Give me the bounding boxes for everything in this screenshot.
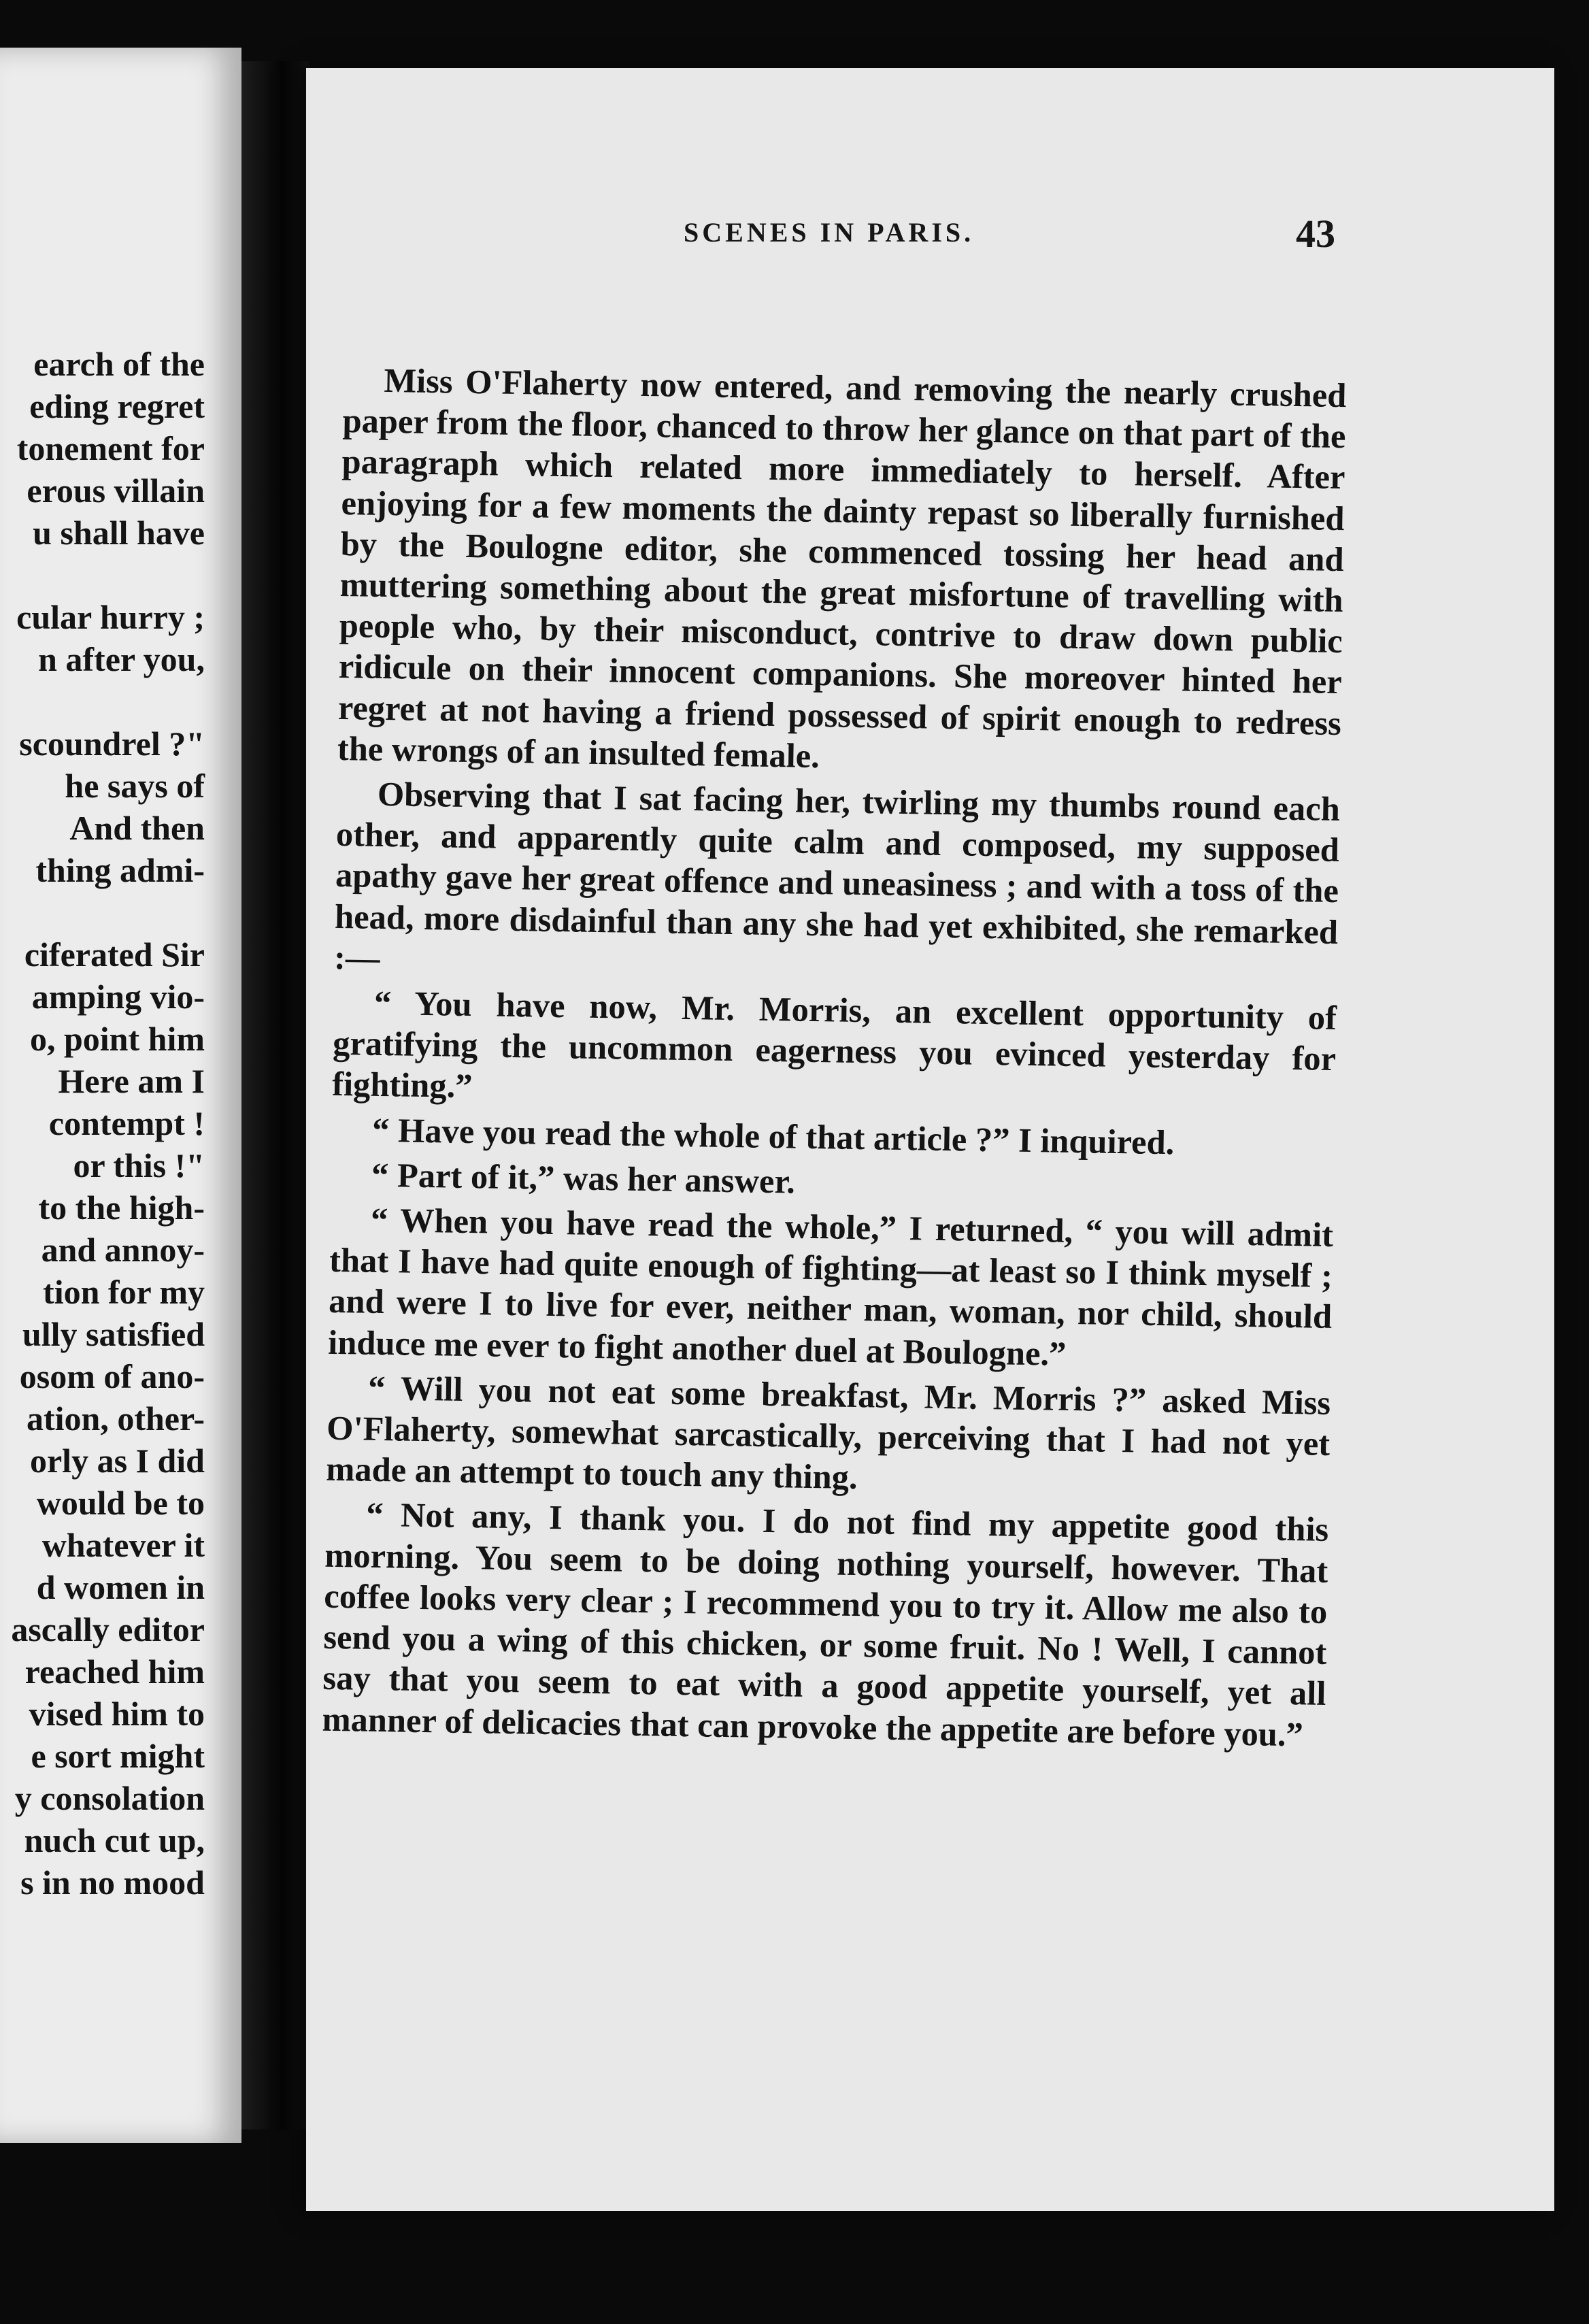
left-line: reached him bbox=[24, 1653, 205, 1691]
left-line: d women in bbox=[36, 1568, 205, 1606]
paragraph: “ You have now, Mr. Morris, an excellent opportunity of gratifying the uncommon eagerness you evinced yesterday for fighting.” bbox=[331, 983, 1337, 1106]
left-line: erous villain bbox=[27, 471, 205, 510]
left-line: to the high- bbox=[38, 1189, 205, 1227]
left-line: n after you, bbox=[38, 640, 205, 678]
left-line: And then bbox=[69, 809, 205, 847]
left-line: y consolation bbox=[14, 1779, 205, 1817]
left-line: vised him to bbox=[29, 1695, 205, 1733]
left-line: thing admi- bbox=[35, 851, 205, 889]
left-line: ciferated Sir bbox=[24, 935, 205, 974]
left-line: tonement for bbox=[16, 429, 205, 467]
left-line: or this !" bbox=[73, 1146, 205, 1184]
left-line: amping vio- bbox=[31, 978, 205, 1016]
left-line: ascally editor bbox=[11, 1610, 205, 1648]
left-line: tion for my bbox=[43, 1273, 205, 1311]
paragraph: “ Not any, I thank you. I do not find my appetite good this morning. You seem to be doing nothing yourself, however. That coffee looks very clear ; I recommend you to try it. Allow me also to send you a wing of this chicken, or some fruit. No ! Well, I cannot say that you seem to eat with a good appetite yourself, yet all manner of delicacies that can provoke the appetite are before you.” bbox=[322, 1495, 1329, 1753]
left-line: he says of bbox=[65, 767, 205, 805]
left-line: osom of ano- bbox=[19, 1357, 205, 1395]
left-line: Here am I bbox=[58, 1062, 205, 1100]
book-gutter bbox=[241, 61, 310, 2129]
paragraph: “ Will you not eat some breakfast, Mr. Morris ?” asked Miss O'Flaherty, somewhat sarcastically, perceiving that I had not yet made an attempt to touch any thing. bbox=[325, 1368, 1331, 1497]
left-line: e sort might bbox=[31, 1737, 205, 1775]
left-line: and annoy- bbox=[41, 1231, 205, 1269]
left-line: ully satisfied bbox=[22, 1315, 205, 1353]
left-line: eding regret bbox=[29, 387, 205, 425]
body-text bbox=[322, 359, 1347, 1759]
left-line: whatever it bbox=[41, 1526, 205, 1564]
paragraph: Miss O'Flaherty now entered, and removing the nearly crushed paper from the floor, chanced to throw her glance on that part of the paragraph which related more immediately to herself. After enjoying for a few moments the dainty repast so liberally furnished by the Boulogne editor, she commenced tossing her head and muttering something about the great misfortune of travelling with people who, by their misconduct, contrive to draw down public ridicule on their innocent companions. She moreover hinted her regret at not having a friend possessed of spirit enough to redress the wrongs of an insulted female. bbox=[337, 361, 1347, 775]
left-line: cular hurry ; bbox=[16, 598, 205, 636]
left-page-fragment bbox=[0, 48, 241, 2143]
paragraph: Observing that I sat facing her, twirling my thumbs round each other, and apparently quite calm and composed, my supposed apathy gave her great offence and uneasiness ; and with a toss of the head, more disdainful than any she had yet exhibited, she remarked :— bbox=[333, 774, 1341, 977]
left-line: s in no mood bbox=[20, 1863, 205, 1902]
left-line: u shall have bbox=[33, 514, 205, 552]
page-number: 43 bbox=[1296, 212, 1335, 256]
running-title: SCENES IN PARIS. bbox=[684, 217, 975, 248]
left-line: nuch cut up, bbox=[24, 1821, 205, 1859]
left-line: o, point him bbox=[29, 1020, 205, 1058]
paragraph: “ Part of it,” was her answer. bbox=[371, 1155, 796, 1201]
left-line: ation, other- bbox=[27, 1399, 205, 1438]
paragraph: “ Have you read the whole of that article ?” I inquired. bbox=[371, 1110, 1175, 1161]
left-line: orly as I did bbox=[29, 1442, 205, 1480]
paragraph: “ When you have read the whole,” I returned, “ you will admit that I have had quite enough of fighting—at least so I think myself ; and were I to live for ever, neither man, woman, nor child, should induce me ever to fight another duel at Boulogne.” bbox=[327, 1200, 1334, 1373]
left-line: contempt ! bbox=[48, 1104, 205, 1142]
left-line: would be to bbox=[36, 1484, 205, 1522]
left-line: earch of the bbox=[33, 345, 205, 383]
left-line: scoundrel ?" bbox=[19, 725, 205, 763]
